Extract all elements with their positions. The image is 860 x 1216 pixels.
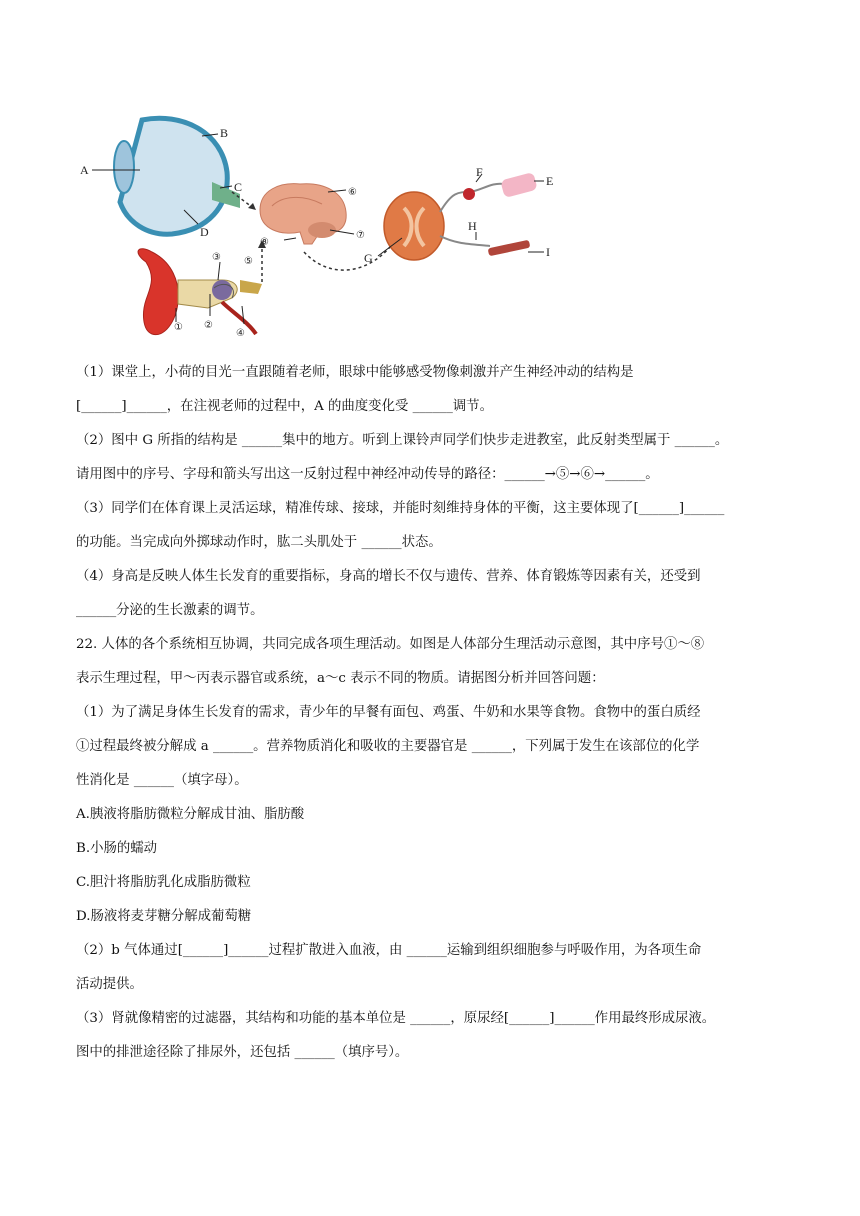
label-e: E — [546, 174, 554, 188]
brain-illustration — [260, 184, 354, 244]
q22-stem-line1: 22. 人体的各个系统相互协调，共同完成各项生理活动。如图是人体部分生理活动示意图，其中序号①～⑧ — [76, 637, 705, 652]
q21-part2-line1: （2）图中 G 所指的结构是 ______集中的地方。听到上课铃声同学们快步走进教室，此反射类型属于 ______。 — [76, 433, 729, 448]
q21-part4-line1: （4）身高是反映人体生长发育的重要指标，身高的增长不仅与遗传、营养、体育锻炼等因素有关，还受到 — [76, 569, 701, 584]
label-i: I — [546, 245, 550, 259]
q22-part3-line1: （3）肾就像精密的过滤器，其结构和功能的基本单位是 ______，原尿经[______]______作用最终形成尿液。 — [76, 1011, 716, 1026]
receptor-e — [500, 172, 538, 198]
q22-stem-line2: 表示生理过程，甲～丙表示器官或系统，a～c 表示不同的物质。请据图分析并回答问题： — [76, 671, 605, 686]
eye-illustration — [92, 118, 243, 234]
option-c: C.胆汁将脂肪乳化成脂肪微粒 — [76, 875, 251, 890]
q21-part1-line1: （1）课堂上，小荷的目光一直跟随着老师，眼球中能够感受物像刺激并产生神经冲动的结构是 — [76, 365, 634, 380]
reflex-figure — [72, 112, 572, 344]
label-c: C — [234, 180, 243, 194]
label-h: H — [468, 219, 477, 233]
spinal-cord-illustration — [378, 192, 444, 260]
label-8: ⑧ — [260, 237, 269, 248]
label-2: ② — [204, 320, 213, 331]
effector-muscle-i — [488, 240, 531, 257]
q22-part2-line2: 活动提供。 — [76, 977, 143, 992]
option-a: A.胰液将脂肪微粒分解成甘油、脂肪酸 — [76, 807, 305, 822]
q22-part3-line2: 图中的排泄途径除了排尿外，还包括 ______（填序号）。 — [76, 1045, 409, 1060]
label-a: A — [80, 163, 89, 177]
label-g: G — [364, 251, 373, 265]
option-d: D.肠液将麦芽糖分解成葡萄糖 — [76, 909, 252, 924]
label-1: ① — [174, 322, 183, 333]
label-3: ③ — [212, 252, 221, 263]
reflex-diagram — [72, 112, 572, 344]
option-b: B.小肠的蠕动 — [76, 841, 158, 856]
label-6: ⑥ — [348, 187, 357, 198]
q21-part2-line2: 请用图中的序号、字母和箭头写出这一反射过程中神经冲动传导的路径：______→⑤→⑥→______。 — [76, 467, 659, 482]
q22-part1-line3: 性消化是 ______（填字母）。 — [76, 773, 248, 788]
label-7: ⑦ — [356, 230, 365, 241]
label-b: B — [220, 126, 229, 140]
label-4: ④ — [236, 328, 245, 339]
label-5: ⑤ — [244, 256, 253, 267]
q21-part4-line2: ______分泌的生长激素的调节。 — [76, 603, 264, 618]
label-d: D — [200, 225, 209, 239]
q22-part1-line2: ①过程最终被分解成 a ______。营养物质消化和吸收的主要器官是 ______，下列属于发生在该部位的化学 — [76, 739, 700, 754]
q21-part1-line2: [______]______，在注视老师的过程中，A 的曲度变化受 ______调节。 — [76, 399, 493, 414]
label-f: F — [476, 165, 483, 179]
q22-part2-line1: （2）b 气体通过[______]______过程扩散进入血液，由 ______运输到组织细胞参与呼吸作用，为各项生命 — [76, 943, 702, 958]
question-text — [76, 356, 788, 1070]
q21-part3-line1: （3）同学们在体育课上灵活运球，精准传球、接球，并能时刻维持身体的平衡，这主要体现了[______]______ — [76, 501, 725, 516]
q21-part3-line2: 的功能。当完成向外掷球动作时，肱二头肌处于 ______状态。 — [76, 535, 442, 550]
q22-part1-line1: （1）为了满足身体生长发育的需求，青少年的早餐有面包、鸡蛋、牛奶和水果等食物。食物中的蛋白质经 — [76, 705, 701, 720]
